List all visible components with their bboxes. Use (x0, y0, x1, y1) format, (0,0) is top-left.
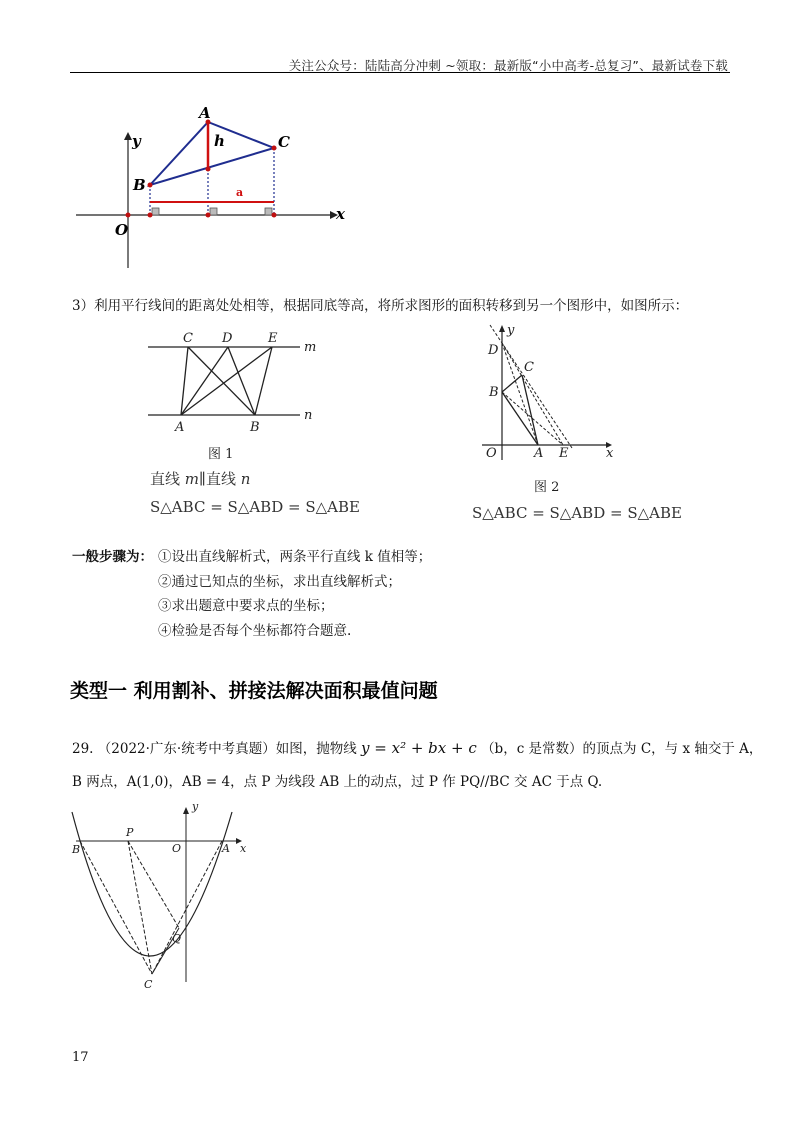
fig2-label-A: A (534, 446, 544, 461)
figure-1-caption: 图 1 (208, 447, 234, 462)
fig3-label-O: O (172, 842, 182, 855)
label-x: x (336, 205, 345, 223)
problem-line-2: B 两点，A(1,0)，AB = 4，点 P 为线段 AB 上的动点，过 P 作 PQ//BC 交 AC 于点 Q. (72, 774, 603, 790)
label-a: a (236, 186, 244, 199)
step-3: ③求出题意中要求点的坐标； (158, 598, 334, 614)
section-title: 类型一 利用割补、拼接法解决面积最值问题 (70, 680, 438, 702)
fig2-label-y: y (507, 323, 515, 338)
parallel-condition: 直线 m∥直线 n (150, 470, 251, 488)
fig2-label-x: x (606, 446, 614, 461)
problem-formula: y = x² + bx + c (361, 739, 477, 757)
step-4: ④检验是否每个坐标都符合题意. (158, 623, 352, 639)
figure-1-area-equation: S△ABC = S△ABD = S△ABE (150, 498, 360, 516)
problem-line1-rest: （b，c 是常数）的顶点为 C，与 x 轴交于 A， (481, 741, 763, 757)
fig2-label-O: O (486, 446, 497, 461)
fig1-label-m: m (304, 340, 317, 355)
fig1-label-D: D (222, 331, 233, 346)
problem-source: （2022·广东·统考中考真题）如图，抛物线 (97, 741, 357, 757)
label-h: h (214, 132, 225, 150)
fig3-label-A: A (222, 842, 230, 855)
fig1-label-A: A (175, 420, 185, 435)
fig2-label-C: C (524, 360, 534, 375)
fig1-label-B: B (250, 420, 260, 435)
fig2-label-B: B (489, 385, 499, 400)
page-number: 17 (72, 1050, 89, 1065)
method-3-text: 3）利用平行线间的距离处处相等，根据同底等高，将所求图形的面积转移到另一个图形中，如图所示： (72, 298, 689, 314)
fig1-label-n: n (304, 408, 313, 423)
step-1: ①设出直线解析式，两条平行直线 k 值相等； (158, 549, 432, 565)
figure-2-caption: 图 2 (534, 480, 560, 495)
fig3-label-C: C (144, 978, 153, 991)
fig2-label-D: D (488, 343, 499, 358)
fig1-label-C: C (183, 331, 193, 346)
label-y: y (132, 132, 141, 150)
label-B: B (133, 176, 146, 194)
label-C: C (278, 133, 290, 151)
fig3-label-Q: Q (172, 932, 182, 945)
parabola-curve (72, 812, 232, 956)
fig1-label-E: E (268, 331, 278, 346)
fig3-label-x: x (240, 842, 247, 855)
fig3-label-P: P (126, 826, 134, 839)
steps-title: 一般步骤为： (72, 549, 153, 565)
page-header: 关注公众号：陆陆高分冲刺 ~领取：最新版“小中高考-总复习”、最新试卷下载 (288, 58, 728, 73)
label-A: A (199, 104, 211, 122)
figure-2-area-equation: S△ABC = S△ABD = S△ABE (472, 504, 682, 522)
fig3-label-B: B (72, 843, 81, 856)
label-O: O (115, 221, 129, 239)
problem-number: 29. (72, 741, 94, 757)
fig3-label-y: y (192, 800, 199, 813)
fig2-label-E: E (559, 446, 569, 461)
step-2: ②通过已知点的坐标，求出直线解析式； (158, 574, 401, 590)
